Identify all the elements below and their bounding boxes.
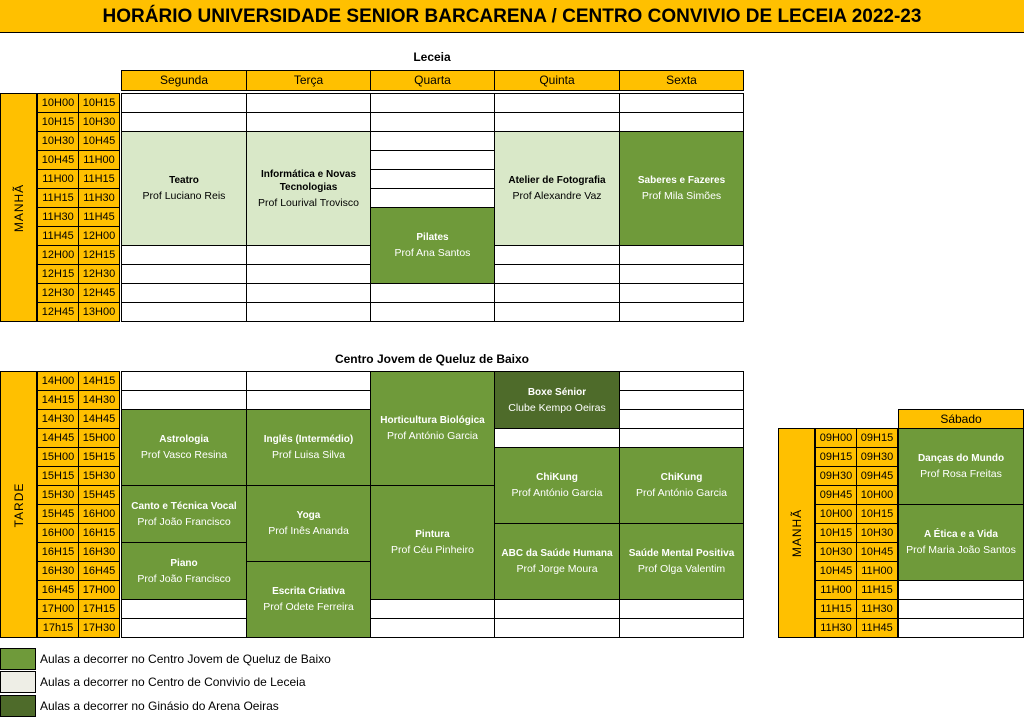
empty-slot [494, 245, 620, 265]
empty-slot [121, 618, 247, 638]
empty-slot [246, 302, 371, 322]
time-start: 09H30 [815, 466, 857, 486]
time-end: 11H00 [78, 150, 120, 170]
empty-slot [121, 371, 247, 391]
empty-slot [494, 428, 620, 448]
empty-slot [121, 112, 247, 132]
empty-slot [494, 93, 620, 113]
time-start: 16H15 [37, 542, 79, 562]
time-end: 14H15 [78, 371, 120, 391]
empty-slot [619, 618, 744, 638]
time-end: 16H15 [78, 523, 120, 543]
class-name: Pintura [415, 529, 450, 540]
empty-slot [246, 93, 371, 113]
time-end: 13H00 [78, 302, 120, 322]
class-professor: Prof Odete Ferreira [263, 601, 354, 613]
class-professor: Prof Inês Ananda [268, 525, 349, 537]
time-end: 12H45 [78, 283, 120, 303]
time-end: 10H30 [78, 112, 120, 132]
empty-slot [370, 188, 495, 208]
time-start: 10H00 [37, 93, 79, 113]
class-name: A Ética e a Vida [924, 529, 998, 540]
class-name: Danças do Mundo [917, 453, 1005, 464]
leceia-title: Leceia [413, 50, 451, 64]
class-name: Escrita Criativa [272, 586, 345, 597]
empty-slot [494, 264, 620, 284]
class-block [246, 409, 371, 486]
class-professor: Prof Jorge Moura [516, 563, 598, 575]
time-start: 15H15 [37, 466, 79, 486]
day-header-sabado: Sábado [898, 409, 1024, 429]
time-start: 16H45 [37, 580, 79, 600]
day-header-terca: Terça [246, 70, 371, 91]
class-name: Pilates [416, 232, 449, 243]
legend-label: Aulas a decorrer no Ginásio do Arena Oeiras [40, 699, 279, 713]
class-block [898, 504, 1024, 581]
empty-slot [619, 283, 744, 303]
saturday-period-label: MANHÃ [778, 428, 815, 638]
empty-slot [246, 283, 371, 303]
class-name: Astrologia [159, 434, 209, 445]
class-block [898, 428, 1024, 505]
class-block [619, 447, 744, 524]
time-start: 14H15 [37, 390, 79, 410]
time-start: 09H15 [815, 447, 857, 467]
class-name: Saúde Mental Positiva [628, 548, 735, 559]
class-name: Canto e Técnica Vocal [131, 500, 237, 512]
time-start: 15H00 [37, 447, 79, 467]
time-start: 14H30 [37, 409, 79, 429]
time-end: 16H45 [78, 561, 120, 581]
class-block [494, 523, 620, 600]
empty-slot [370, 93, 495, 113]
time-end: 11H45 [78, 207, 120, 227]
time-end: 11H15 [78, 169, 120, 189]
legend-swatch [0, 695, 36, 717]
time-start: 11H15 [815, 599, 857, 619]
class-professor: Prof Rosa Freitas [920, 468, 1002, 480]
time-end: 15H30 [78, 466, 120, 486]
empty-slot [370, 150, 495, 170]
class-professor: Prof Vasco Resina [140, 449, 228, 461]
empty-slot [619, 599, 744, 619]
empty-slot [121, 302, 247, 322]
class-name: Horticultura Biológica [380, 415, 485, 426]
time-start: 10H30 [37, 131, 79, 151]
time-end: 11H30 [856, 599, 898, 619]
class-professor: Prof Olga Valentim [637, 563, 726, 575]
class-professor: Prof João Francisco [137, 515, 231, 528]
page-title: HORÁRIO UNIVERSIDADE SENIOR BARCARENA / CENTRO CONVIVIO DE LECEIA 2022-23 [0, 0, 1024, 33]
time-start: 14H00 [37, 371, 79, 391]
time-end: 16H30 [78, 542, 120, 562]
class-block [246, 561, 371, 638]
time-end: 14H45 [78, 409, 120, 429]
class-block [619, 523, 744, 600]
class-professor: Clube Kempo Oeiras [508, 401, 606, 414]
class-block [370, 371, 495, 486]
time-end: 17H00 [78, 580, 120, 600]
time-start: 10H00 [815, 504, 857, 524]
class-block [121, 485, 247, 543]
time-end: 10H45 [78, 131, 120, 151]
empty-slot [619, 264, 744, 284]
time-end: 09H45 [856, 466, 898, 486]
time-end: 10H30 [856, 523, 898, 543]
empty-slot [619, 93, 744, 113]
legend-label: Aulas a decorrer no Centro de Convivio de Leceia [40, 675, 306, 689]
time-start: 09H00 [815, 428, 857, 448]
class-professor: Prof Mila Simões [641, 190, 722, 202]
class-professor: Prof Céu Pinheiro [391, 544, 474, 556]
time-end: 11H45 [856, 618, 898, 638]
class-name: ChiKung [536, 472, 578, 483]
class-name: Yoga [296, 510, 321, 521]
time-start: 11H30 [815, 618, 857, 638]
class-block [494, 447, 620, 524]
time-end: 10H00 [856, 485, 898, 505]
time-start: 14H45 [37, 428, 79, 448]
time-start: 12H00 [37, 245, 79, 265]
empty-slot [246, 390, 371, 410]
time-end: 10H15 [856, 504, 898, 524]
time-end: 10H45 [856, 542, 898, 562]
class-block [494, 131, 620, 246]
time-start: 10H30 [815, 542, 857, 562]
empty-slot [370, 112, 495, 132]
queluz-title: Centro Jovem de Queluz de Baixo [334, 352, 530, 366]
class-name: Saberes e Fazeres [637, 175, 726, 186]
empty-slot [370, 169, 495, 189]
time-start: 09H45 [815, 485, 857, 505]
class-professor: Prof Luisa Silva [272, 449, 345, 461]
time-end: 15H15 [78, 447, 120, 467]
time-start: 12H15 [37, 264, 79, 284]
class-block [370, 485, 495, 600]
day-header-sexta: Sexta [619, 70, 744, 91]
class-professor: Prof Lourival Trovisco [258, 196, 359, 209]
class-professor: Prof Alexandre Vaz [512, 190, 602, 202]
time-start: 11H45 [37, 226, 79, 246]
class-name: Atelier de Fotografia [508, 175, 606, 186]
empty-slot [898, 580, 1024, 600]
class-name: Informática e Novas Tecnologias [260, 168, 357, 193]
time-start: 16H30 [37, 561, 79, 581]
time-end: 17H15 [78, 599, 120, 619]
class-block [121, 542, 247, 600]
time-end: 16H00 [78, 504, 120, 524]
time-end: 12H30 [78, 264, 120, 284]
empty-slot [121, 283, 247, 303]
empty-slot [898, 599, 1024, 619]
empty-slot [370, 283, 495, 303]
empty-slot [898, 618, 1024, 638]
time-end: 09H15 [856, 428, 898, 448]
time-start: 16H00 [37, 523, 79, 543]
empty-slot [370, 302, 495, 322]
empty-slot [619, 390, 744, 410]
class-block [246, 485, 371, 562]
time-start: 15H45 [37, 504, 79, 524]
class-block [121, 409, 247, 486]
empty-slot [246, 371, 371, 391]
time-start: 10H15 [815, 523, 857, 543]
afternoon-period-label: TARDE [0, 371, 37, 638]
time-end: 17H30 [78, 618, 120, 638]
legend-label: Aulas a decorrer no Centro Jovem de Queluz de Baixo [40, 652, 331, 666]
time-start: 11H00 [37, 169, 79, 189]
empty-slot [494, 112, 620, 132]
time-start: 15H30 [37, 485, 79, 505]
time-start: 12H30 [37, 283, 79, 303]
time-end: 12H00 [78, 226, 120, 246]
empty-slot [121, 599, 247, 619]
time-start: 12H45 [37, 302, 79, 322]
empty-slot [121, 93, 247, 113]
class-professor: Prof Ana Santos [394, 247, 471, 259]
empty-slot [619, 112, 744, 132]
time-start: 17H00 [37, 599, 79, 619]
class-professor: Prof Luciano Reis [142, 190, 226, 202]
time-end: 14H30 [78, 390, 120, 410]
day-header-quinta: Quinta [494, 70, 620, 91]
empty-slot [494, 283, 620, 303]
empty-slot [121, 264, 247, 284]
class-block [494, 371, 620, 429]
class-block [370, 207, 495, 284]
empty-slot [370, 131, 495, 151]
time-end: 11H00 [856, 561, 898, 581]
empty-slot [494, 302, 620, 322]
empty-slot [246, 264, 371, 284]
empty-slot [121, 390, 247, 410]
empty-slot [494, 618, 620, 638]
time-end: 10H15 [78, 93, 120, 113]
time-end: 11H30 [78, 188, 120, 208]
empty-slot [619, 428, 744, 448]
class-block [619, 131, 744, 246]
class-block [246, 131, 371, 246]
legend-swatch [0, 671, 36, 693]
class-professor: Prof Maria João Santos [906, 544, 1016, 556]
time-start: 17h15 [37, 618, 79, 638]
time-start: 11H00 [815, 580, 857, 600]
empty-slot [619, 371, 744, 391]
time-start: 10H15 [37, 112, 79, 132]
time-start: 10H45 [815, 561, 857, 581]
empty-slot [370, 599, 495, 619]
time-start: 10H45 [37, 150, 79, 170]
class-name: Piano [170, 557, 198, 569]
time-start: 11H30 [37, 207, 79, 227]
time-end: 12H15 [78, 245, 120, 265]
time-end: 09H30 [856, 447, 898, 467]
empty-slot [619, 409, 744, 429]
class-name: ChiKung [660, 472, 703, 483]
morning-period-label: MANHÃ [0, 93, 37, 322]
class-name: Boxe Sénior [527, 386, 587, 398]
empty-slot [494, 599, 620, 619]
empty-slot [619, 302, 744, 322]
empty-slot [246, 245, 371, 265]
empty-slot [121, 245, 247, 265]
class-name: Teatro [169, 175, 199, 186]
class-professor: Prof António Garcia [386, 430, 479, 442]
time-end: 11H15 [856, 580, 898, 600]
class-block [121, 131, 247, 246]
class-professor: Prof António Garcia [635, 487, 728, 499]
time-end: 15H45 [78, 485, 120, 505]
empty-slot [370, 618, 495, 638]
day-header-quarta: Quarta [370, 70, 495, 91]
legend-swatch [0, 648, 36, 670]
empty-slot [619, 245, 744, 265]
class-name: Inglês (Intermédio) [263, 434, 354, 445]
time-end: 15H00 [78, 428, 120, 448]
class-name: ABC da Saúde Humana [501, 548, 613, 559]
class-professor: Prof João Francisco [137, 572, 231, 585]
class-professor: Prof António Garcia [511, 487, 603, 499]
day-header-segunda: Segunda [121, 70, 247, 91]
empty-slot [246, 112, 371, 132]
time-start: 11H15 [37, 188, 79, 208]
